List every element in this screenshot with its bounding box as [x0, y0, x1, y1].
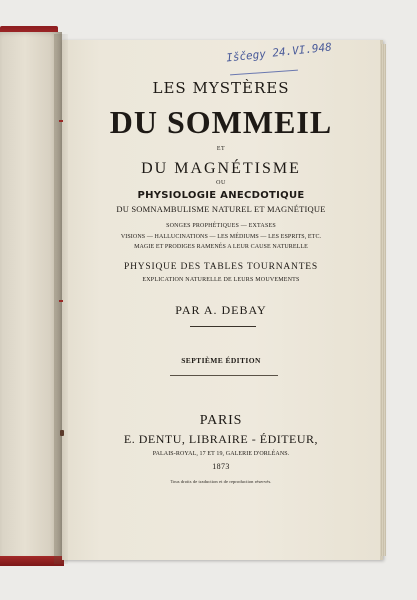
left-page [0, 32, 62, 560]
imprint-address: PALAIS-ROYAL, 17 ET 19, GALERIE D'ORLÉANS. [152, 451, 290, 457]
subtitle-tables-note: EXPLICATION NATURELLE DE LEURS MOUVEMENTS [142, 277, 300, 283]
conjunction-et: ET [216, 146, 226, 152]
page-block-edge [380, 44, 386, 556]
divider-rule [170, 375, 278, 376]
title-line-3: DU MAGNÉTISME [141, 160, 301, 177]
topics-line-3: MAGIE ET PRODIGES RAMENÉS A LEUR CAUSE NATURELLE [134, 244, 308, 250]
author: PAR A. DEBAY [175, 303, 267, 317]
binding-stitch [59, 300, 63, 302]
topics-line-2: VISIONS — HALLUCINATIONS — LES MÉDIUMS — LES ESPRITS, ETC. [120, 234, 322, 240]
title-line-1: LES MYSTÈRES [152, 79, 290, 97]
rights-notice: Tous droits de traduction et de reproduction réservés. [170, 479, 272, 484]
subtitle-somnambulisme: DU SOMNAMBULISME NATUREL ET MAGNÉTIQUE [116, 204, 326, 214]
conjunction-ou: OU [216, 180, 226, 186]
subtitle-tables: PHYSIQUE DES TABLES TOURNANTES [124, 262, 318, 272]
divider-rule [190, 326, 256, 327]
title-main: DU SOMMEIL [109, 104, 333, 140]
edition: SEPTIÈME ÉDITION [181, 356, 261, 365]
imprint-city: PARIS [199, 413, 243, 428]
topics-line-1: SONGES PROPHÉTIQUES — EXTASES [166, 223, 276, 229]
imprint-publisher: E. DENTU, LIBRAIRE - ÉDITEUR, [123, 432, 319, 446]
subtitle-physiologie: PHYSIOLOGIE ANECDOTIQUE [137, 190, 305, 201]
imprint-year: 1873 [212, 462, 230, 471]
handwritten-inscription: Iščegy 24.VI.948 [225, 40, 333, 65]
